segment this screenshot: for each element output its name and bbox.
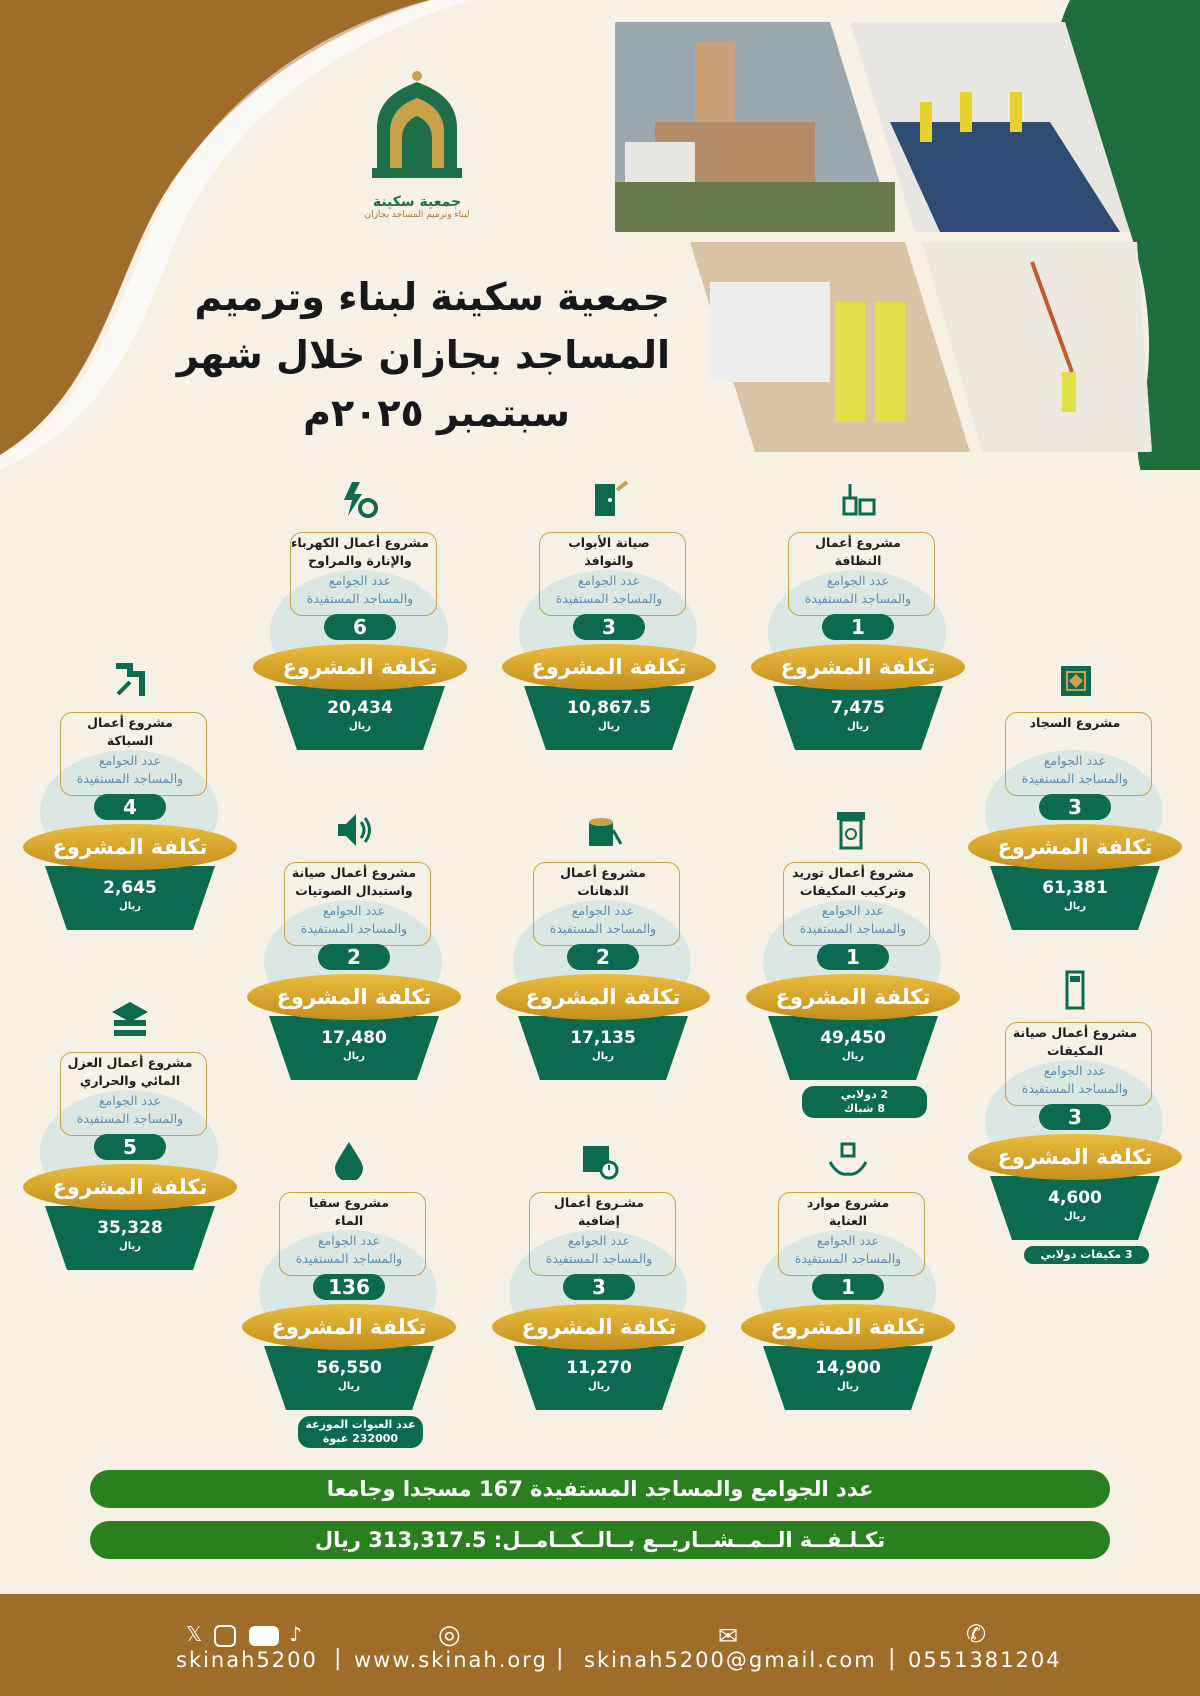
logo-name: جمعية سكينة [372, 194, 462, 210]
whatsapp-icon: ✆ [966, 1620, 987, 1648]
project-card [15, 1055, 245, 1290]
cost-label-pill: تكلفة المشروع [968, 1134, 1182, 1180]
cost-label-pill: تكلفة المشروع [968, 824, 1182, 870]
currency-label: ريال [349, 721, 371, 732]
count-label: عدد الجوامع والمساجد المستفيدة [1021, 1063, 1129, 1096]
count-label: عدد الجوامع والمساجد المستفيدة [300, 903, 408, 936]
project-card [960, 715, 1190, 950]
cost-base [524, 686, 694, 750]
count-label: عدد الجوامع والمساجد المستفيدة [799, 903, 907, 936]
project-name: مشروع سقيا الماء [309, 1195, 389, 1228]
footer [0, 1594, 1200, 1696]
calendar-clock-icon [579, 1140, 619, 1180]
project-cost: 10,867.5 [567, 698, 651, 718]
plumbing-icon [110, 660, 150, 700]
currency-label: ريال [588, 1381, 610, 1392]
project-cost: 20,434 [327, 698, 393, 718]
website-link[interactable]: www.skinah.org [354, 1648, 548, 1672]
currency-label: ريال [1064, 901, 1086, 912]
project-cost: 35,328 [97, 1218, 163, 1238]
currency-label: ريال [842, 1051, 864, 1062]
globe-icon: ◎ [438, 1620, 461, 1650]
project-name: مشروع موارد العناية [806, 1195, 890, 1228]
currency-label: ريال [598, 721, 620, 732]
cost-base [990, 1176, 1160, 1240]
title-line-3: سبتمبر ٢٠٢٥م [303, 391, 570, 435]
count-label: عدد الجوامع والمساجد المستفيدة [804, 573, 912, 606]
currency-label: ريال [338, 1381, 360, 1392]
project-name: مشروع أعمال النظافة [815, 535, 901, 568]
project-cost: 7,475 [831, 698, 885, 718]
currency-label: ريال [592, 1051, 614, 1062]
mosque-count: 6 [324, 614, 396, 640]
count-label: عدد الجوامع والمساجد المستفيدة [1021, 753, 1129, 786]
project-name: مشروع أعمال السباكة [87, 715, 173, 748]
envelope-icon: ✉ [718, 1622, 739, 1650]
photo-painting-wall [922, 242, 1152, 452]
project-card [239, 865, 469, 1100]
instagram-icon[interactable] [214, 1625, 236, 1647]
currency-label: ريال [847, 721, 869, 732]
mosque-count: 3 [563, 1274, 635, 1300]
water-drop-icon [329, 1140, 369, 1180]
cost-base [264, 1346, 434, 1410]
cost-label-pill: تكلفة المشروع [242, 1304, 456, 1350]
youtube-icon[interactable] [249, 1626, 279, 1646]
cleaning-icon [838, 480, 878, 520]
cost-base [773, 686, 943, 750]
title-line-1: جمعية سكينة لبناء وترميم [194, 275, 670, 319]
count-label: عدد الجوامع والمساجد المستفيدة [76, 753, 184, 786]
cost-label-pill: تكلفة المشروع [496, 974, 710, 1020]
project-cost: 61,381 [1042, 878, 1108, 898]
door-tools-icon [589, 480, 629, 520]
cost-label-pill: تكلفة المشروع [751, 644, 965, 690]
mosque-count: 3 [1039, 794, 1111, 820]
currency-label: ريال [119, 901, 141, 912]
project-card [484, 1195, 714, 1430]
cost-base [45, 1206, 215, 1270]
cost-base [514, 1346, 684, 1410]
carpet-icon [1055, 660, 1095, 700]
project-cost: 17,135 [570, 1028, 636, 1048]
project-cost: 56,550 [316, 1358, 382, 1378]
mosque-count: 4 [94, 794, 166, 820]
organization-logo [362, 68, 472, 228]
email-link[interactable]: skinah5200@gmail.com [584, 1648, 877, 1672]
cost-label-pill: تكلفة المشروع [247, 974, 461, 1020]
paint-bucket-icon [583, 810, 623, 850]
project-name: مشروع أعمال صيانة المكيفات [1012, 1025, 1138, 1058]
x-icon[interactable]: 𝕏 [186, 1622, 203, 1646]
photo-carpet-workers [850, 22, 1130, 232]
ac-unit-icon [833, 810, 873, 850]
project-card [960, 1025, 1190, 1261]
project-cost: 14,900 [815, 1358, 881, 1378]
mosque-count: 2 [318, 944, 390, 970]
logo-subtitle: لبناء وترميم المساجد بجازان [364, 210, 470, 220]
separator: | [888, 1646, 896, 1671]
mosque-count: 5 [94, 1134, 166, 1160]
cost-label-pill: تكلفة المشروع [253, 644, 467, 690]
currency-label: ريال [837, 1381, 859, 1392]
project-card [743, 535, 973, 770]
currency-label: ريال [343, 1051, 365, 1062]
count-label: عدد الجوامع والمساجد المستفيدة [545, 1233, 653, 1266]
project-name: مشروع أعمال الكهرباء والإنارة والمراوح [290, 535, 430, 568]
cost-label-pill: تكلفة المشروع [741, 1304, 955, 1350]
separator: | [334, 1646, 342, 1671]
project-cost: 49,450 [820, 1028, 886, 1048]
phone-number[interactable]: 0551381204 [908, 1648, 1062, 1672]
cost-base [990, 866, 1160, 930]
cost-label-pill: تكلفة المشروع [23, 1164, 237, 1210]
cost-base [768, 1016, 938, 1080]
project-card [245, 535, 475, 770]
project-card [488, 865, 718, 1100]
electric-gear-icon [340, 480, 380, 520]
project-cost: 4,600 [1048, 1188, 1102, 1208]
title-line-2: المساجد بجازان خلال شهر [176, 333, 670, 377]
project-card [494, 535, 724, 770]
cost-label-pill: تكلفة المشروع [492, 1304, 706, 1350]
project-name: صيانة الأبواب والنوافذ [568, 535, 650, 568]
cost-label-pill: تكلفة المشروع [746, 974, 960, 1020]
mosque-count: 3 [573, 614, 645, 640]
total-mosques-bar: عدد الجوامع والمساجد المستفيدة 167 مسجدا وجامعا [90, 1470, 1110, 1508]
project-note: عدد العبوات الموزعة 232000 عبوة [298, 1416, 423, 1448]
project-cost: 17,480 [321, 1028, 387, 1048]
mosque-count: 2 [567, 944, 639, 970]
social-handle[interactable]: skinah5200 [176, 1648, 318, 1672]
currency-label: ريال [1064, 1211, 1086, 1222]
count-label: عدد الجوامع والمساجد المستفيدة [306, 573, 414, 606]
currency-label: ريال [119, 1241, 141, 1252]
cost-label-pill: تكلفة المشروع [23, 824, 237, 870]
mosque-count: 1 [817, 944, 889, 970]
tiktok-icon[interactable]: ♪ [289, 1622, 302, 1646]
insulation-icon [110, 1000, 150, 1040]
ac-maintenance-icon [1055, 970, 1095, 1010]
mosque-count: 1 [822, 614, 894, 640]
project-name: مشروع السجاد [1029, 715, 1121, 730]
project-name: مشروع أعمال صيانة واستبدال الصوتيات [291, 865, 417, 898]
project-name: مشروع أعمال الدهانات [560, 865, 646, 898]
speaker-icon [334, 810, 374, 850]
project-name: مشروع أعمال توريد وتركيب المكيفات [792, 865, 914, 898]
separator: | [556, 1646, 564, 1671]
project-card [15, 715, 245, 950]
project-note: 2 دولابي 8 شباك [802, 1086, 927, 1118]
cost-base [269, 1016, 439, 1080]
mosque-count: 136 [313, 1274, 385, 1300]
count-label: عدد الجوامع والمساجد المستفيدة [794, 1233, 902, 1266]
cost-base [275, 686, 445, 750]
project-name: مشروع أعمال العزل المائي والحراري [67, 1055, 193, 1088]
cost-label-pill: تكلفة المشروع [502, 644, 716, 690]
cost-base [518, 1016, 688, 1080]
mosque-count: 3 [1039, 1104, 1111, 1130]
page-title [150, 268, 670, 442]
social-icons [186, 1622, 302, 1647]
project-name: مشـروع أعمال إضافية [554, 1195, 644, 1228]
project-cost: 2,645 [103, 878, 157, 898]
project-cost: 11,270 [566, 1358, 632, 1378]
project-card [738, 865, 968, 1115]
care-hands-icon [828, 1140, 868, 1180]
project-card [234, 1195, 464, 1445]
count-label: عدد الجوامع والمساجد المستفيدة [549, 903, 657, 936]
count-label: عدد الجوامع والمساجد المستفيدة [555, 573, 663, 606]
count-label: عدد الجوامع والمساجد المستفيدة [76, 1093, 184, 1126]
project-card [733, 1195, 963, 1430]
project-note: 3 مكيفات دولابي [1024, 1246, 1149, 1264]
count-label: عدد الجوامع والمساجد المستفيدة [295, 1233, 403, 1266]
cost-base [45, 866, 215, 930]
mosque-count: 1 [812, 1274, 884, 1300]
mosque-logo-icon [372, 68, 462, 188]
cost-base [763, 1346, 933, 1410]
total-cost-bar: تكـلـفــة الــمــشــاريــع بــالــكــامــل: 313,317.5 ريال [90, 1521, 1110, 1559]
